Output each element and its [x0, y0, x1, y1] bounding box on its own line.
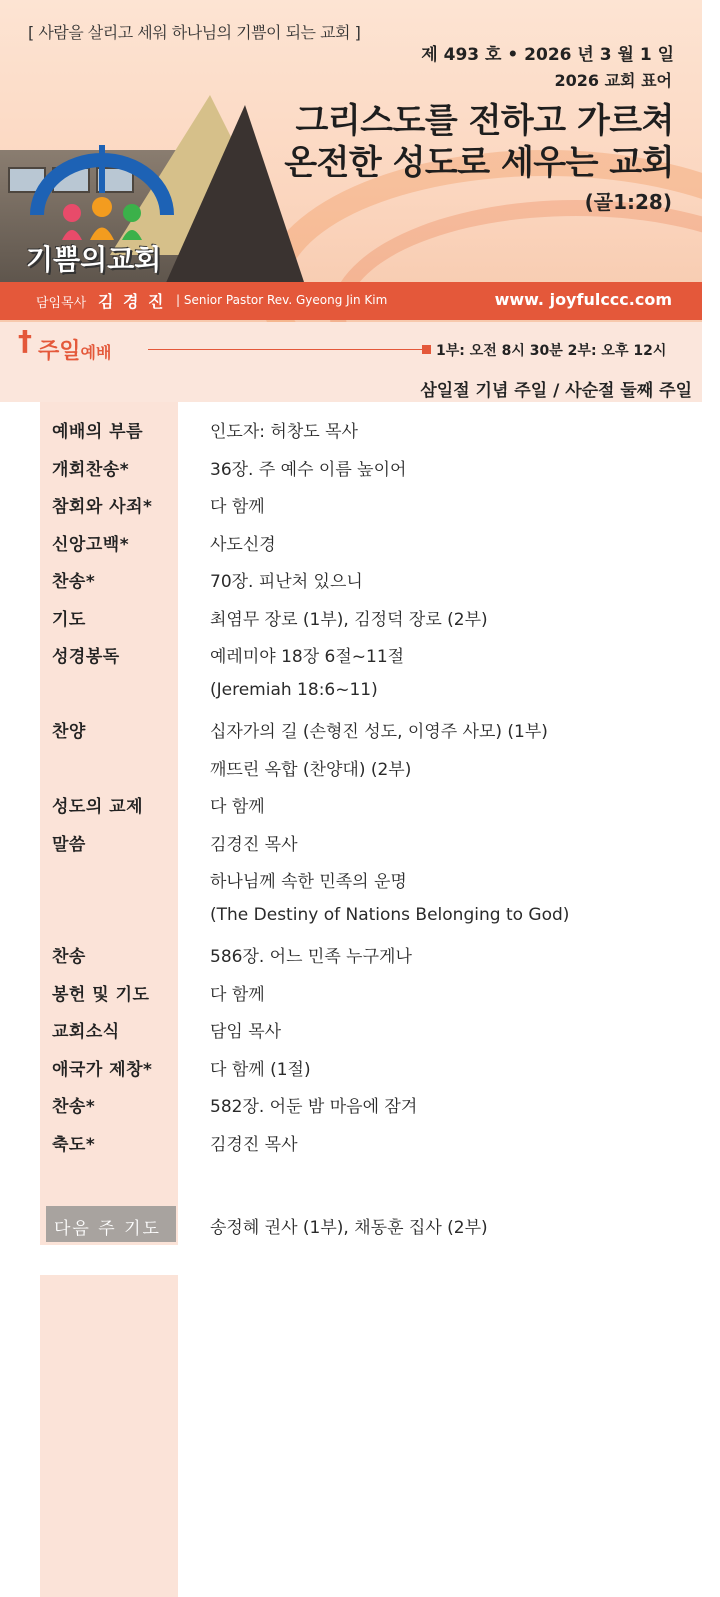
order-item-content: (The Destiny of Nations Belonging to God)	[210, 905, 570, 925]
next-week-prayer: 송정혜 권사 (1부), 채동훈 집사 (2부)	[210, 1218, 488, 1238]
order-item-content: 김경진 목사	[210, 835, 298, 855]
issue-date: 제 493 호 • 2026 년 3 월 1 일	[421, 45, 674, 65]
bulletin-header	[0, 0, 702, 322]
service-title	[38, 334, 111, 365]
order-item-content: 최염무 장로 (1부), 김정덕 장로 (2부)	[210, 610, 488, 630]
order-item-label: 찬양	[52, 722, 86, 742]
order-item-content: 다 함께	[210, 797, 265, 817]
year-motto-label: 2026 교회 표어	[554, 71, 672, 90]
order-item-content: 다 함께	[210, 985, 265, 1005]
logo-church-name: 기쁨의교회	[26, 243, 162, 276]
church-website-link[interactable]: www. joyfulccc.com	[494, 290, 672, 309]
order-item-label: 찬송	[52, 947, 86, 967]
pastor-name: 김 경 진	[98, 292, 166, 311]
bible-verse-ref: (골1:28)	[584, 190, 672, 214]
divider-dot	[422, 345, 431, 354]
order-item-content: 36장. 주 예수 이름 높이어	[210, 460, 407, 480]
order-item-label: 봉헌 및 기도	[52, 985, 150, 1005]
footer-gap	[40, 1245, 178, 1275]
building-roof-shadow	[165, 105, 305, 285]
cross-icon: †	[18, 324, 32, 357]
order-item-label: 신앙고백*	[52, 535, 130, 555]
order-item-content: 다 함께	[210, 497, 265, 517]
service-times: 1부: 오전 8시 30분 2부: 오후 12시	[436, 343, 667, 359]
order-item-label: 말씀	[52, 835, 86, 855]
church-motto: [ 사람을 살리고 세워 하나님의 기쁨이 되는 교회 ]	[28, 23, 361, 42]
headline-line2: 온전한 성도로 세우는 교회	[284, 143, 674, 183]
order-item-content: 인도자: 허창도 목사	[210, 422, 358, 442]
order-item-content: 하나님께 속한 민족의 운명	[210, 872, 407, 892]
headline	[284, 100, 674, 184]
order-item-content: 깨뜨린 옥합 (찬양대) (2부)	[210, 760, 412, 780]
service-subtitle: 삼일절 기념 주일 / 사순절 둘째 주일	[420, 381, 692, 401]
order-item-label: 성경봉독	[52, 647, 120, 667]
order-item-content: 582장. 어둔 밤 마음에 잠겨	[210, 1097, 418, 1117]
order-item-label: 참회와 사죄*	[52, 497, 153, 517]
pastor-label: 담임목사	[36, 296, 87, 311]
divider-line	[148, 349, 426, 350]
order-item-label: 찬송*	[52, 572, 96, 592]
order-item-content: 담임 목사	[210, 1022, 282, 1042]
order-item-content: 다 함께 (1절)	[210, 1060, 311, 1080]
pastor-bar	[0, 282, 702, 320]
order-item-content: 70장. 피난처 있으니	[210, 572, 363, 592]
order-item-label: 기도	[52, 610, 86, 630]
pastor-english-name: | Senior Pastor Rev. Gyeong Jin Kim	[176, 293, 388, 307]
order-item-label: 예배의 부름	[52, 422, 144, 442]
order-item-label: 성도의 교제	[52, 797, 144, 817]
order-item-label: 축도*	[52, 1135, 96, 1155]
order-item-content: (Jeremiah 18:6~11)	[210, 680, 378, 700]
order-item-content: 586장. 어느 민족 누구게나	[210, 947, 412, 967]
order-item-content: 예레미야 18장 6절~11절	[210, 647, 405, 667]
next-week-label: 다음 주 기도	[54, 1219, 161, 1239]
order-item-label: 개회찬송*	[52, 460, 130, 480]
service-title-small: 예배	[80, 343, 112, 362]
order-item-content: 십자가의 길 (손형진 성도, 이영주 사모) (1부)	[210, 722, 548, 742]
order-item-content: 사도신경	[210, 535, 276, 555]
order-item-label: 애국가 제창*	[52, 1060, 153, 1080]
order-item-label: 찬송*	[52, 1097, 96, 1117]
service-title-main: 주일	[38, 339, 81, 364]
order-item-content: 김경진 목사	[210, 1135, 298, 1155]
order-item-label: 교회소식	[52, 1022, 120, 1042]
headline-line1: 그리스도를 전하고 가르쳐	[295, 101, 674, 141]
